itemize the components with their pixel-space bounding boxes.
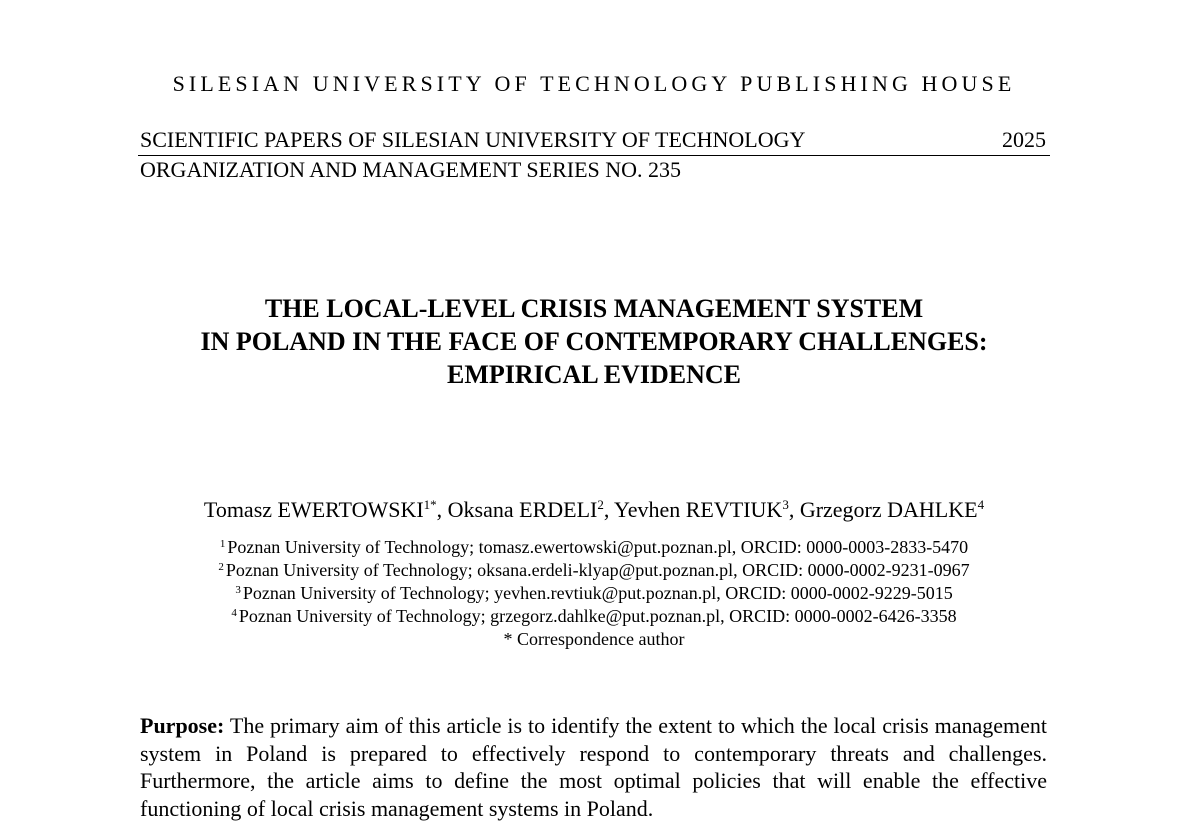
- series-number: ORGANIZATION AND MANAGEMENT SERIES NO. 235: [140, 157, 682, 182]
- affiliation-number: 3: [235, 584, 241, 596]
- author-separator: ,: [788, 497, 800, 522]
- affiliation-number: 2: [218, 561, 224, 573]
- affiliation-item: [0, 605, 1188, 628]
- author-separator: ,: [436, 497, 448, 522]
- journal-header-row: [138, 127, 1050, 156]
- author-list: [0, 496, 1188, 524]
- affiliation-item: [0, 536, 1188, 559]
- title-line: THE LOCAL-LEVEL CRISIS MANAGEMENT SYSTEM: [264, 294, 924, 323]
- publication-year: 2025: [1002, 127, 1046, 152]
- publisher-name: SILESIAN UNIVERSITY OF TECHNOLOGY PUBLISHING HOUSE: [172, 71, 1016, 96]
- title-line: IN POLAND IN THE FACE OF CONTEMPORARY CHALLENGES:: [200, 327, 988, 356]
- author-name: Yevhen REVTIUK: [614, 497, 783, 522]
- affiliation-list: [0, 536, 1188, 651]
- affiliation-text: Poznan University of Technology; yevhen.revtiuk@put.poznan.pl, ORCID: 0000-0002-9229-5015: [242, 583, 953, 603]
- title-line: EMPIRICAL EVIDENCE: [447, 360, 741, 389]
- affiliation-text: Poznan University of Technology; oksana.erdeli-klyap@put.poznan.pl, ORCID: 0000-0002-9231-0967: [225, 560, 970, 580]
- author-name: Tomasz EWERTOWSKI: [203, 497, 424, 522]
- paper-title: [0, 292, 1188, 391]
- author-affiliation-mark: 4: [977, 497, 985, 512]
- author-name: Grzegorz DAHLKE: [799, 497, 978, 522]
- affiliation-text: Poznan University of Technology; tomasz.ewertowski@put.poznan.pl, ORCID: 0000-0003-2833-5470: [227, 537, 969, 557]
- abstract-label: Purpose:: [140, 713, 225, 738]
- author-affiliation-mark: 1*: [423, 497, 437, 512]
- affiliation-number: 1: [219, 538, 226, 550]
- author-affiliation-mark: 3: [782, 497, 789, 512]
- affiliation-number: 4: [231, 607, 237, 619]
- affiliation-item: [0, 559, 1188, 582]
- abstract-text: The primary aim of this article is to identify the extent to which the local crisis management system in Poland is prepared to effectively respond to contemporary threats and challenges. Furthermore, the article aims to define the most optimal policies that will enable the effective functioning of local crisis management systems in Poland.: [140, 713, 1047, 821]
- author-separator: ,: [603, 497, 615, 522]
- author-name: Oksana ERDELI: [447, 497, 598, 522]
- abstract-purpose: [140, 712, 1047, 822]
- affiliation-item: [0, 582, 1188, 605]
- author-affiliation-mark: 2: [597, 497, 604, 512]
- correspondence-note: * Correspondence author: [503, 629, 685, 649]
- journal-name: SCIENTIFIC PAPERS OF SILESIAN UNIVERSITY OF TECHNOLOGY: [140, 127, 806, 152]
- affiliation-text: Poznan University of Technology; grzegorz.dahlke@put.poznan.pl, ORCID: 0000-0002-6426-3358: [238, 606, 957, 626]
